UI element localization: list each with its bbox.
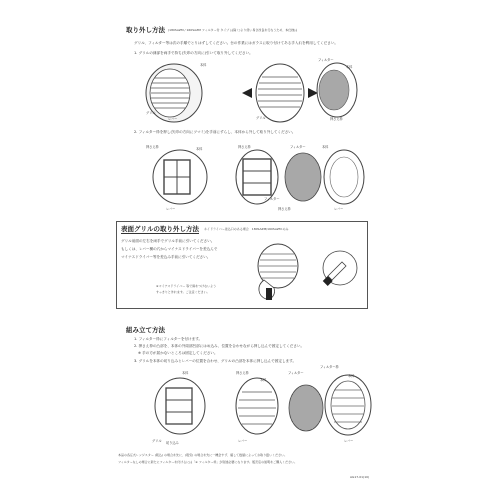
label-frame-b: 押さえ枠 xyxy=(330,117,343,121)
section3-step-3: 3. グリルを本体の切り込みとレバーの位置を合わせ、グリルの凸部を本体に押し込んで固定します。 xyxy=(134,359,297,363)
label-body-b: 本体 xyxy=(346,65,353,69)
label-filter-e: フィルター xyxy=(290,145,306,149)
hand-grille-illustration xyxy=(246,242,301,302)
filter-illustration-1 xyxy=(310,60,360,118)
footer-line-1: 本品の各圧式レンジスター (吸込) の場合を先に、(吸気) の場合を先に一機会すず、確して数値によってお取り扱いください。 xyxy=(118,453,288,457)
section2-line-1: グリル前面の左右を両手でグリル手前に引いてください。 xyxy=(121,239,215,243)
section1-title: 取り外し方法 xyxy=(126,26,165,34)
label-tab-c: 押さえ枠 xyxy=(146,145,159,149)
label-louver-a: レバー xyxy=(168,117,178,121)
label-filter-d: フィルター xyxy=(264,197,280,201)
section2-subtitle: ネイドライバー差込口のある場合 180SAZM/160SAZM のみ xyxy=(204,227,289,231)
label-grille-a: グリル xyxy=(146,111,156,115)
label-body-2: 本体 xyxy=(260,378,267,382)
section1-step1: 1. グリルの縁部を両手で持ち(矢印の方向に)引いて取り外してください。 xyxy=(134,51,253,55)
label-filter-b: フィルター xyxy=(318,58,334,62)
section3-step-1: 1. フィルター枠にフィルターを付けます。 xyxy=(134,337,203,341)
label-frame-2: 押さえ枠 xyxy=(236,371,249,375)
vent-illustration-2 xyxy=(250,62,310,124)
label-louver-3: レバー xyxy=(344,439,354,443)
section2-caption-1: ※マイナスドライバー 等で傷をつけないよう xyxy=(156,284,217,288)
section3-step-2: 2. 押さえ枠の凸部を、本体の外周部凹部にはめ込み、位置を合わせながら押し込んで固定してください。 xyxy=(134,344,305,348)
section3-title: 組み立て方法 xyxy=(126,326,165,334)
section2-caption-2: すっきりと外れます。ご注意ください。 xyxy=(156,290,210,294)
label-body-3: 本体 xyxy=(348,374,355,378)
label-louver-c: レバー xyxy=(166,207,176,211)
section1-step2: 2. フィルター枠を押し(矢印の方向にツマミ)を手前にずらし、本体から外して取り外してください。 xyxy=(134,130,296,134)
footer-line-2: フィルターなしの場合に新たにフィルターを付けるには「※ フィルター枠」が別途必要になります。販売店の説明をご購入ください。 xyxy=(118,460,298,464)
label-filter-2: フィルター xyxy=(288,371,304,375)
label-grille-1: グリル xyxy=(152,439,162,443)
label-louver-2: レバー xyxy=(238,439,248,443)
document-code: AG17-01(10) xyxy=(350,475,370,479)
label-cut-1: 切り込み xyxy=(166,441,179,445)
assembly-complete-illustration xyxy=(322,372,374,438)
section1-intro: グリル、フィルター等は次の手順でとりはずしてください。台の作業にはガラスに取り付けてある手入れを利用してください。 xyxy=(134,41,339,45)
body-illustration-1 xyxy=(320,145,368,206)
label-frame-3: フィルター枠 xyxy=(320,365,339,369)
label-frame-e: 押さえ枠 xyxy=(278,207,291,211)
assembly-body-illustration xyxy=(152,376,208,436)
section2-line-3: マイナスドライバー等を差込み手前に引いてください。 xyxy=(121,255,211,259)
label-body-1: 本体 xyxy=(182,371,189,375)
label-body-a: 本体 xyxy=(200,63,207,67)
assembly-frame-illustration xyxy=(232,376,282,436)
section3-step-2-note: ※ 手の方が届かないところは固定してください。 xyxy=(138,351,218,355)
section2-title: 表面グリルの取り外し方法 xyxy=(121,225,199,233)
label-body-d: 本体 xyxy=(322,145,329,149)
label-louver-e: レバー xyxy=(334,207,344,211)
section1-note: (180SAZM / 160SAZM フィルター付 タイプ は除く)より使い易さ改良を行なうため、本仕様は xyxy=(168,28,298,32)
label-grille-b: グリル xyxy=(256,116,266,120)
driver-detail-illustration xyxy=(318,248,358,294)
section2-line-2: もしくは、レバー横の穴からマイナスドライバーを差込んで xyxy=(121,247,218,251)
vent-illustration-3 xyxy=(150,148,210,206)
label-tab-d: 押さえ枠 xyxy=(238,145,251,149)
label-body-c: 本体 xyxy=(196,147,203,151)
